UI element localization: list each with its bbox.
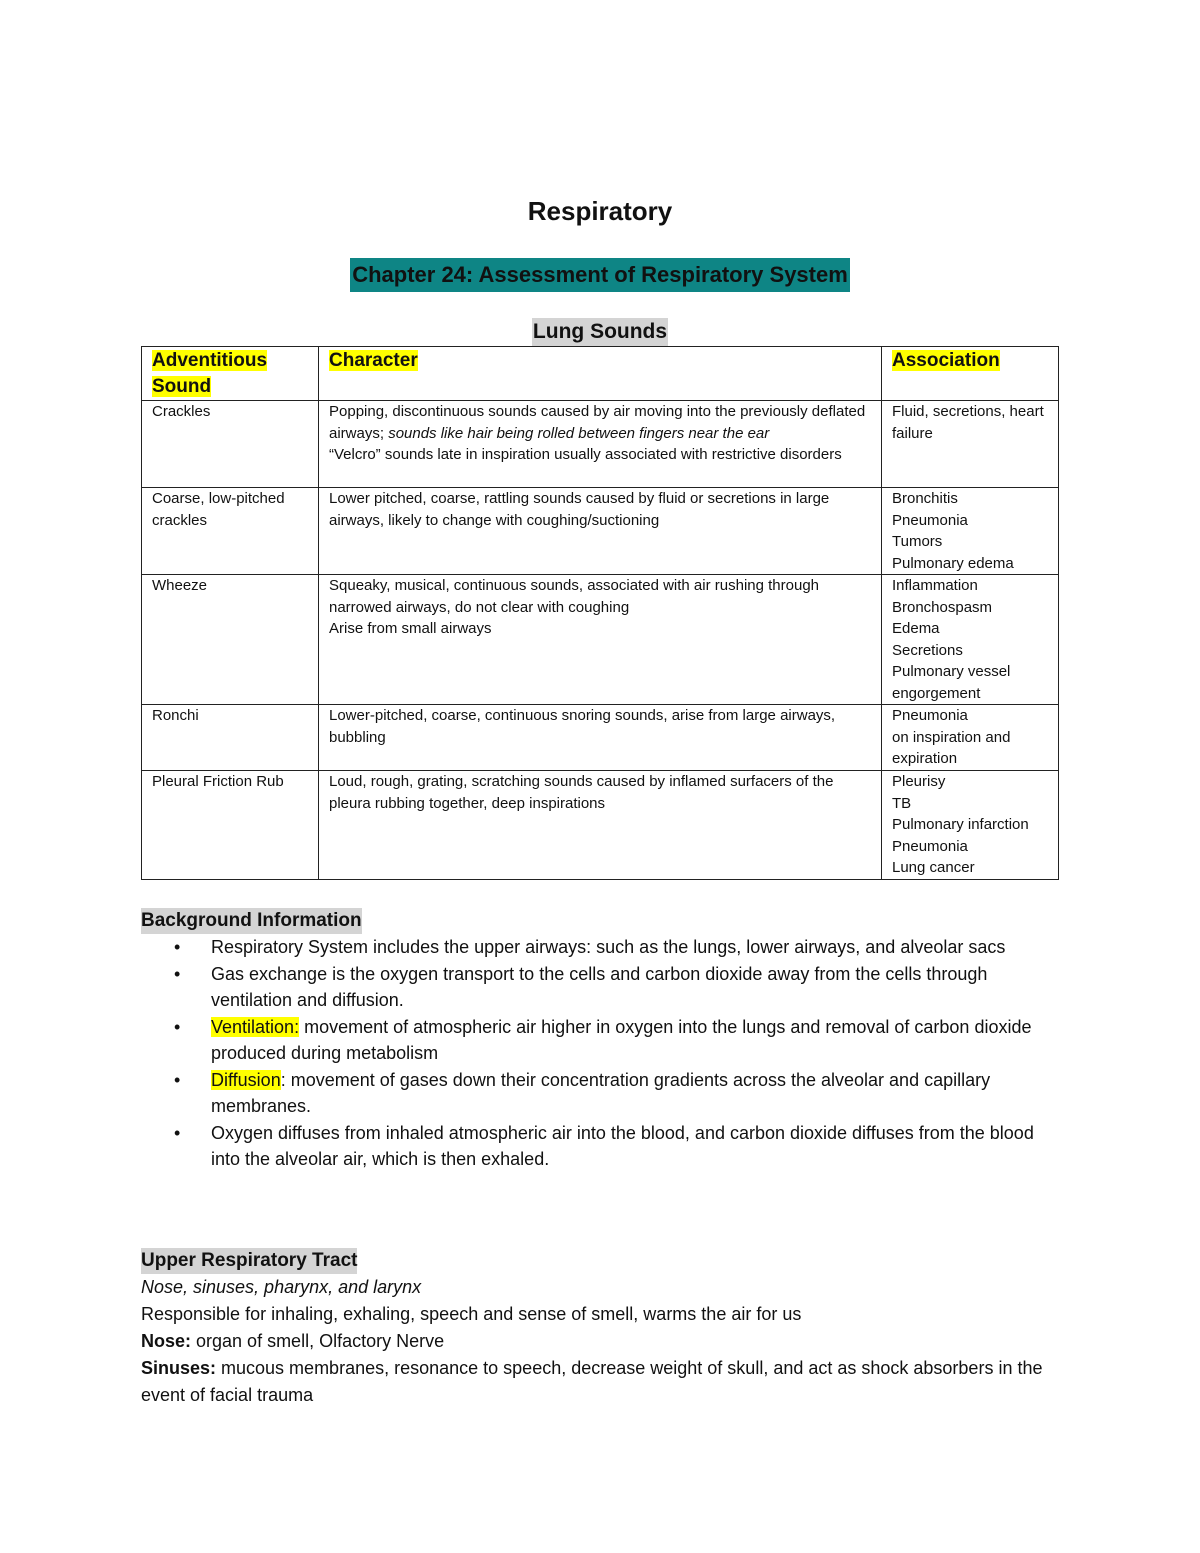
association-cell: Pleurisy TB Pulmonary infarction Pneumonia Lung cancer (882, 771, 1059, 880)
association-cell: Pneumonia on inspiration and expiration (882, 705, 1059, 771)
association-cell: Bronchitis Pneumonia Tumors Pulmonary edema (882, 488, 1059, 575)
header-association: Association (882, 347, 1059, 401)
list-item: • Ventilation: movement of atmospheric air higher in oxygen into the lungs and removal of carbon dioxide produced during metabolism (141, 1014, 1061, 1067)
table-row (142, 771, 1059, 880)
upper-tract-subtitle: Nose, sinuses, pharynx, and larynx (141, 1277, 422, 1297)
character-cell: Lower pitched, coarse, rattling sounds caused by fluid or secretions in large airways, likely to change with coughing/suctioning (319, 488, 882, 575)
table-row (142, 488, 1059, 575)
background-section (141, 908, 1061, 1173)
table-row (142, 401, 1059, 488)
character-cell: Lower-pitched, coarse, continuous snoring sounds, arise from large airways, bubbling (319, 705, 882, 771)
header-character: Character (319, 347, 882, 401)
nose-definition: Nose: organ of smell, Olfactory Nerve (141, 1331, 445, 1351)
ventilation-term: Ventilation: (211, 1016, 300, 1037)
list-item: • Gas exchange is the oxygen transport to the cells and carbon dioxide away from the cells through ventilation and diffusion. (141, 961, 1061, 1014)
upper-tract-heading: Upper Respiratory Tract (141, 1248, 357, 1274)
sound-cell: Wheeze (142, 575, 319, 705)
list-item: • Respiratory System includes the upper airways: such as the lungs, lower airways, and alveolar sacs (141, 934, 1061, 961)
table-row (142, 705, 1059, 771)
background-list (141, 934, 1061, 1173)
sound-cell: Ronchi (142, 705, 319, 771)
upper-tract-section (141, 1248, 1061, 1409)
association-cell: Fluid, secretions, heart failure (882, 401, 1059, 488)
list-item: • Oxygen diffuses from inhaled atmospheric air into the blood, and carbon dioxide diffuses from the blood into the alveolar air, which is then exhaled. (141, 1120, 1061, 1173)
sound-cell: Coarse, low-pitched crackles (142, 488, 319, 575)
chapter-title: Chapter 24: Assessment of Respiratory System (350, 258, 850, 292)
character-cell: Loud, rough, grating, scratching sounds caused by inflamed surfacers of the pleura rubbing together, deep inspirations (319, 771, 882, 880)
table-header-row (142, 347, 1059, 401)
sound-cell: Pleural Friction Rub (142, 771, 319, 880)
character-cell: Squeaky, musical, continuous sounds, associated with air rushing through narrowed airways, do not clear with coughing Arise from small airways (319, 575, 882, 705)
background-heading: Background Information (141, 908, 362, 934)
lung-sounds-table (141, 346, 1059, 880)
lung-sounds-title: Lung Sounds (532, 318, 668, 346)
document-title: Respiratory (527, 196, 673, 226)
header-adventitious-sound: Adventitious Sound (142, 347, 319, 401)
sinuses-definition: Sinuses: mucous membranes, resonance to speech, decrease weight of skull, and act as shock absorbers in the event of facial trauma (141, 1358, 1043, 1405)
sound-cell: Crackles (142, 401, 319, 488)
diffusion-term: Diffusion (211, 1069, 281, 1090)
association-cell: Inflammation Bronchospasm Edema Secretions Pulmonary vessel engorgement (882, 575, 1059, 705)
table-row (142, 575, 1059, 705)
character-cell: Popping, discontinuous sounds caused by air moving into the previously deflated airways; sounds like hair being rolled between fingers near the ear “Velcro” sounds late in inspiration usually associated with restrictive disorders (319, 401, 882, 488)
upper-tract-intro: Responsible for inhaling, exhaling, speech and sense of smell, warms the air for us (141, 1304, 802, 1324)
list-item: • Diffusion: movement of gases down their concentration gradients across the alveolar and capillary membranes. (141, 1067, 1061, 1120)
